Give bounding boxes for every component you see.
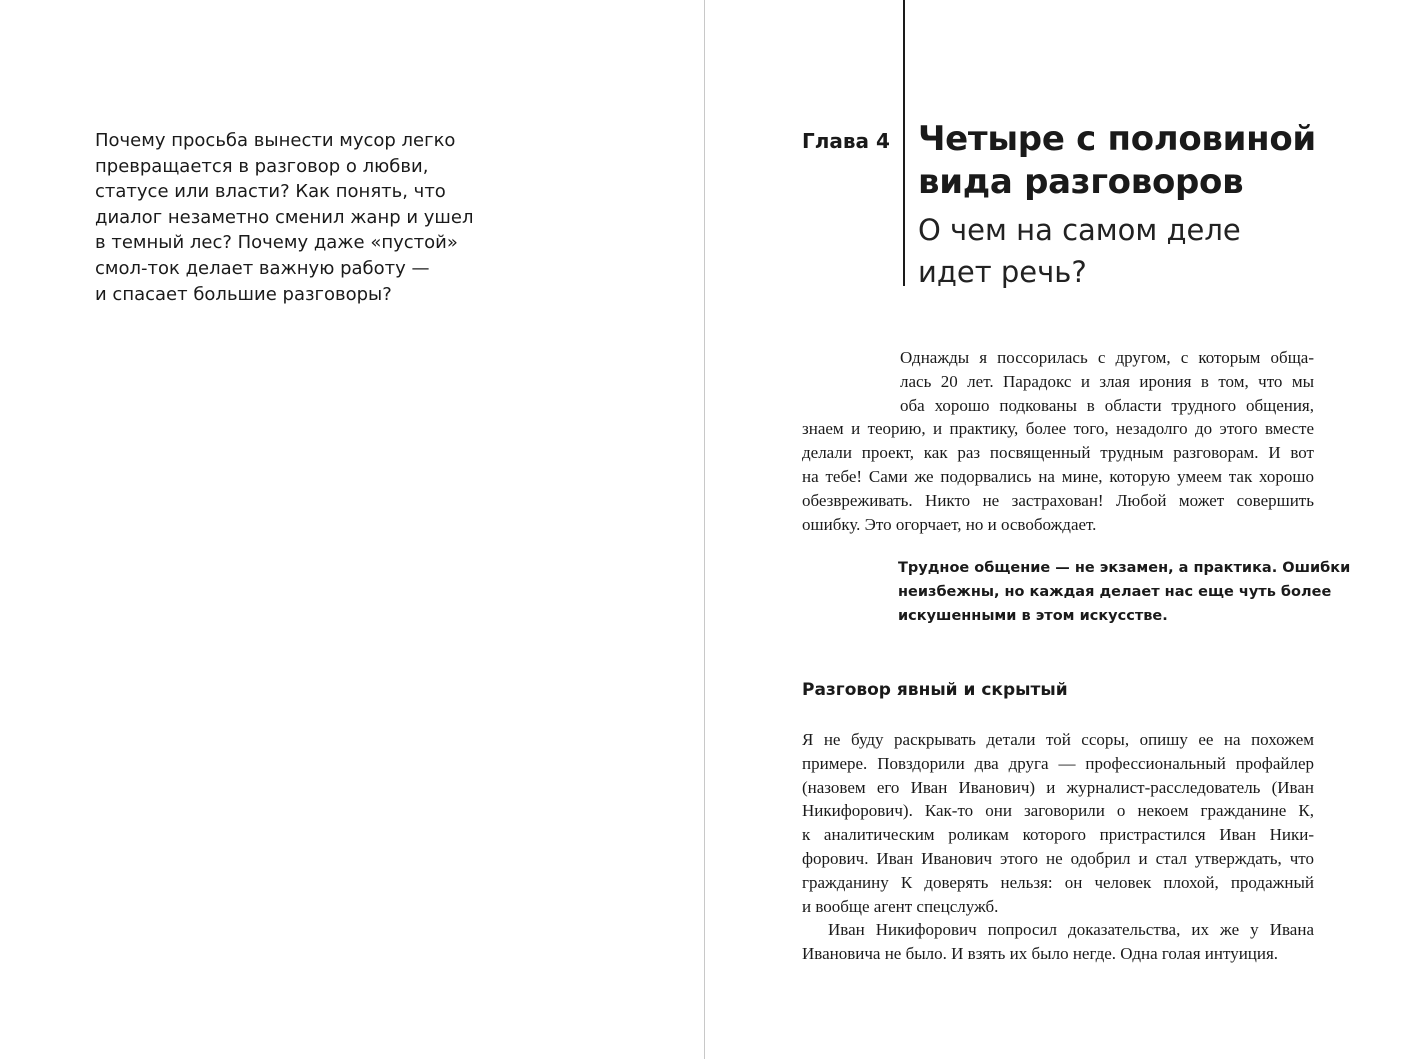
callout-quote (898, 556, 1351, 628)
body-line: Иван Никифорович попросил доказательства, их же у Ивана (828, 920, 1314, 940)
intro-line: смол-ток делает важную работу — (95, 257, 430, 279)
chapter-subtitle (918, 209, 1241, 293)
callout-line: Трудное общение — не экзамен, а практика. Ошибки (898, 560, 1351, 576)
body-line: Я не буду раскрывать детали той ссоры, опишу ее на похожем (802, 730, 1314, 749)
body-paragraph-1 (802, 346, 1314, 536)
body-line: на тебе! Сами же подорвались на мине, которую умеем так хорошо (802, 466, 1314, 486)
intro-line: в темный лес? Почему даже «пустой» (95, 232, 458, 254)
body-line: знаем и теорию, и практику, более того, незадолго до этого вместе (802, 419, 1314, 439)
chapter-subtitle-line: идет речь? (918, 255, 1087, 289)
callout-line: неизбежны, но каждая делает нас еще чуть более (898, 584, 1332, 600)
chapter-title-line: Четыре с половиной (918, 119, 1316, 159)
body-paragraph-2 (802, 728, 1314, 966)
body-line: делали проект, как раз посвященный трудным разговорам. И вот (802, 443, 1314, 463)
chapter-vertical-rule (903, 0, 905, 286)
chapter-label: Глава 4 (802, 129, 890, 153)
body-line: (назовем его Иван Иванович) и журналист-расследователь (Иван (802, 777, 1314, 797)
chapter-intro-text (95, 128, 495, 307)
callout-line: искушенными в этом искусстве. (898, 608, 1168, 624)
intro-line: и спасает большие разговоры? (95, 283, 392, 305)
body-line: примере. Повздорили два друга — профессиональный профайлер (802, 753, 1314, 773)
body-line: обезвреживать. Никто не застрахован! Любой может совершить (802, 490, 1314, 510)
body-line: гражданину К доверять нельзя: он человек плохой, продажный (802, 872, 1314, 892)
body-line: лась 20 лет. Парадокс и злая ирония в том, что мы (900, 371, 1314, 391)
intro-line: Почему просьба вынести мусор легко (95, 130, 456, 151)
intro-line: превращается в разговор о любви, (95, 155, 429, 177)
body-line: к аналитическим роликам которого пристрастился Иван Ники- (802, 825, 1314, 845)
body-line: и вообще агент спецслужб. (802, 896, 999, 916)
page-divider (704, 0, 705, 1059)
body-line: Ивановича не было. И взять их было негде. Одна голая интуиция. (802, 944, 1279, 964)
body-line: ошибку. Это огорчает, но и освобождает. (802, 514, 1097, 534)
body-line: форович. Иван Иванович этого не одобрил и стал утверждать, что (802, 848, 1314, 868)
chapter-subtitle-line: О чем на самом деле (918, 213, 1241, 247)
body-line: Никифорович). Как-то они заговорили о некоем гражданине К, (802, 801, 1314, 821)
intro-line: диалог незаметно сменил жанр и ушел (95, 206, 474, 228)
chapter-title (918, 118, 1316, 204)
intro-line: статусе или власти? Как понять, что (95, 181, 446, 203)
body-line: Однажды я поссорилась с другом, с которым обща- (900, 348, 1314, 367)
chapter-title-line: вида разговоров (918, 162, 1244, 202)
body-line: оба хорошо подкованы в области трудного общения, (900, 395, 1314, 415)
section-heading: Разговор явный и скрытый (802, 680, 1068, 700)
